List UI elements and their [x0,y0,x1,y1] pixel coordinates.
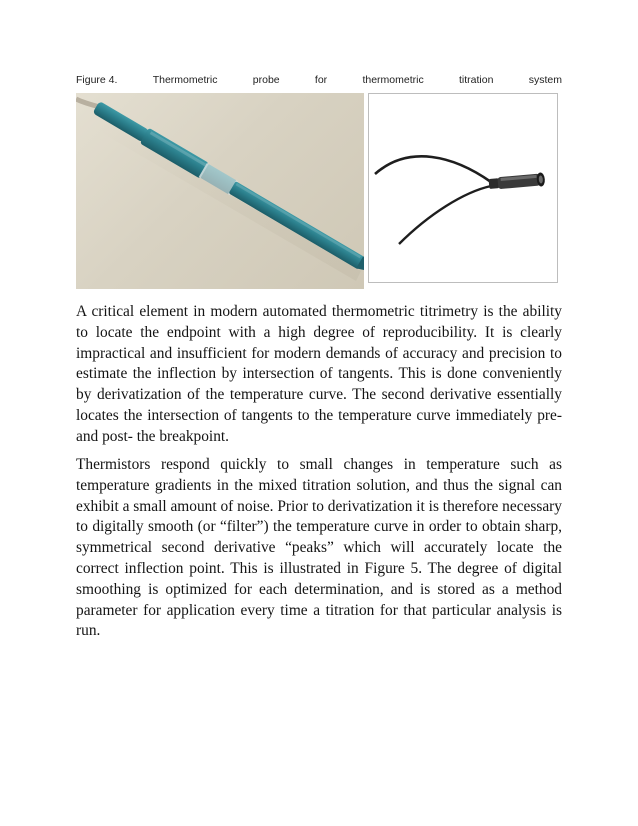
thermometric-probe-photo [76,93,364,289]
caption-word-thermometric: Thermometric [152,74,218,86]
caption-word-titration: titration [459,74,494,86]
figure-caption [76,74,562,86]
probe-shaft [229,181,364,269]
cable-stub [76,99,100,107]
thermistor-probe-cable-photo [368,93,558,283]
caption-word-system: system [528,74,562,86]
caption-word-for: for [314,74,328,86]
paragraph-thermistor-smoothing: Thermistors respond quickly to small changes in temperature such as temperature gradients in the mixed titration solution, and thus the signal can exhibit a small amount of noise. Prior to derivatization it is therefore necessary to digitally smooth (or “filter”) the temperature curve in order to obtain sharp, symmetrical second derivative “peaks” which will accurately locate the correct inflection point. This is illustrated in Figure 5. The degree of digital smoothing is optimized for each determination, and is stored as a method parameter for application every time a titration for that particular analysis is run. [76,456,562,640]
lower-wire [399,186,491,244]
cable-illustration [369,94,557,282]
upper-wire [375,156,491,182]
paragraph-endpoint-location: A critical element in modern automated thermometric titrimetry is the ability to locate the endpoint with a high degree of reproducibility. It is clearly impractical and insufficient for modern demands of accuracy and precision to estimate the inflection by intersection of tangents. This is done conveniently by derivatization of the temperature curve. The second derivative essentially locates the intersection of tangents to the temperature curve immediately pre- and post- the breakpoint. [76,303,562,445]
probe-illustration [76,93,364,289]
caption-word-figure-number: Figure 4. [76,74,118,86]
caption-word-probe: probe [252,74,280,86]
caption-word-thermometric-2: thermometric [362,74,424,86]
